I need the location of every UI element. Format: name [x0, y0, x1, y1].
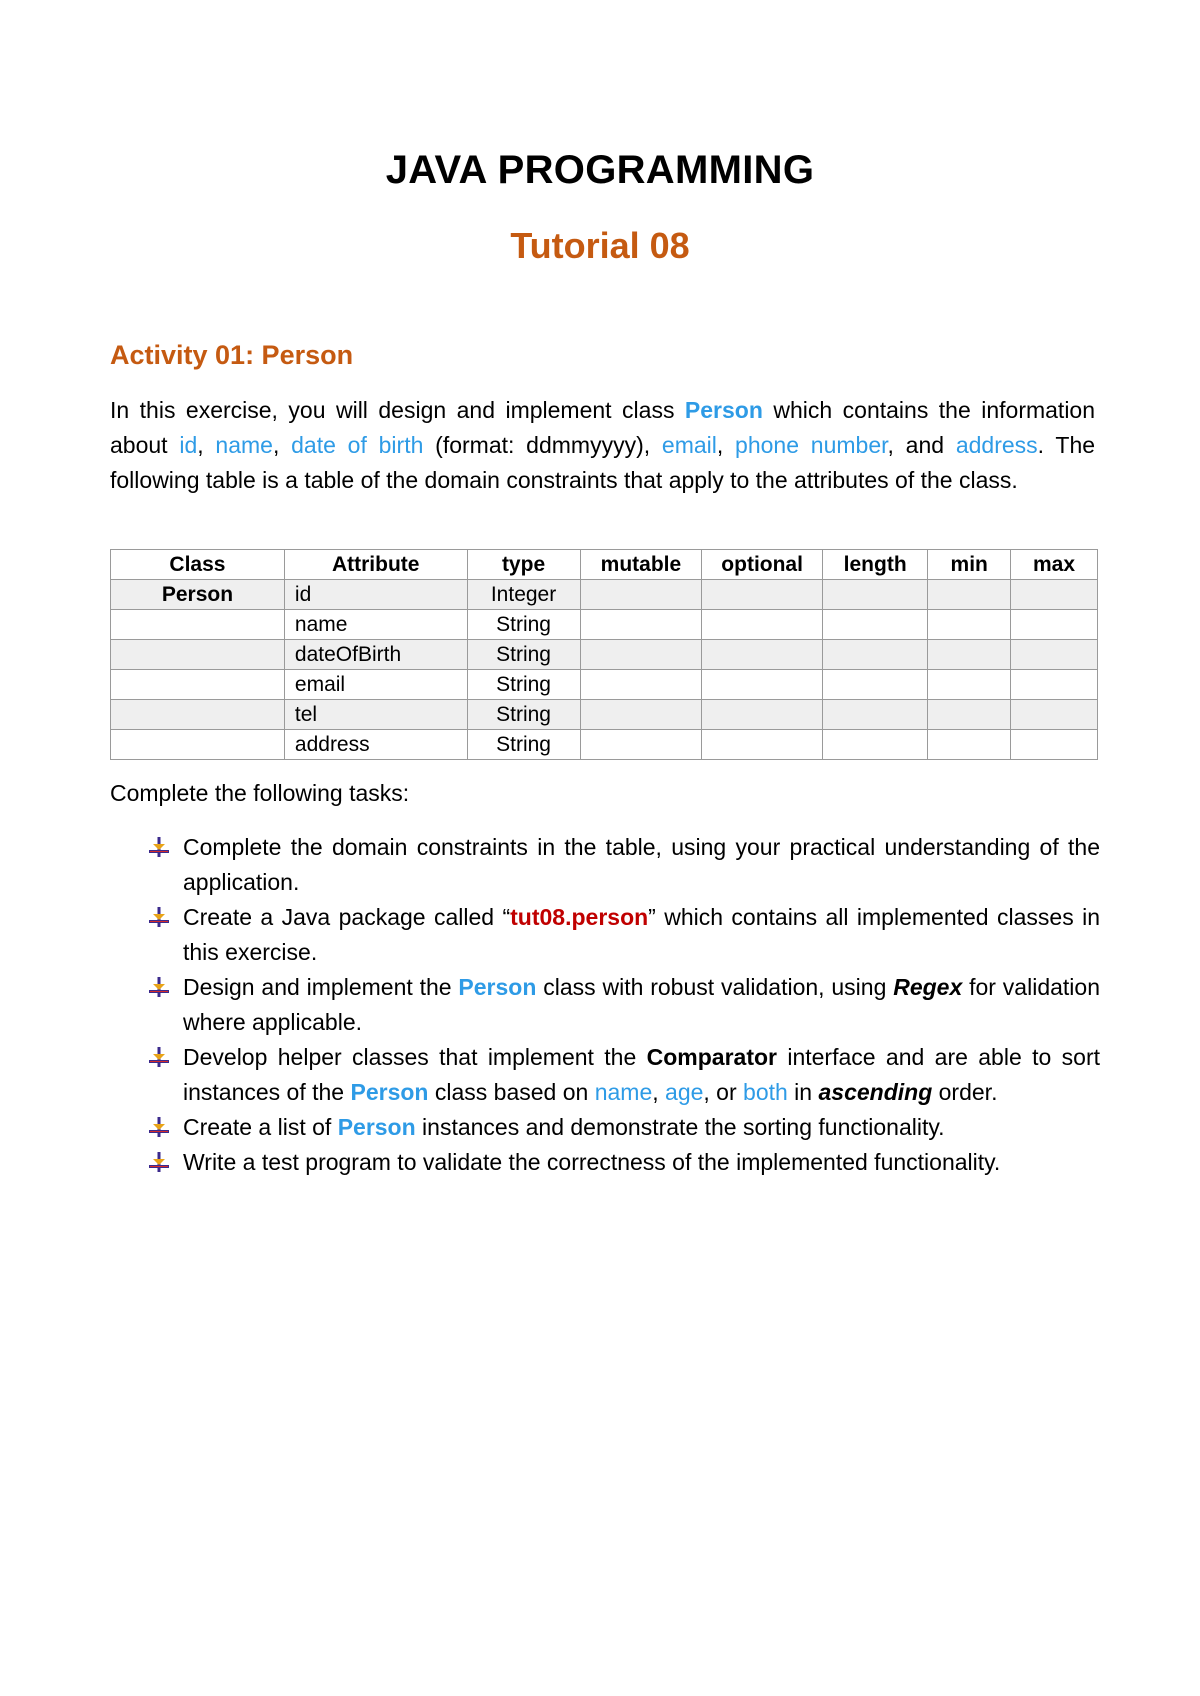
intro-paragraph — [110, 393, 1095, 498]
table-cell — [822, 610, 927, 640]
keyword-ascending: ascending — [818, 1079, 933, 1105]
table-cell — [1011, 700, 1098, 730]
task-text: for validation where applicable. — [183, 974, 1100, 1035]
table-cell: tel — [284, 700, 467, 730]
table-header-row — [111, 550, 1098, 580]
table-cell: Person — [111, 580, 285, 610]
table-cell — [822, 730, 927, 760]
table-cell — [111, 730, 285, 760]
table-cell — [1011, 640, 1098, 670]
task-text: class based on — [428, 1079, 595, 1105]
intro-text: , — [716, 432, 736, 458]
task-text: , — [652, 1079, 666, 1105]
intro-text: . The following table is a table of the domain constraints that apply to the attributes of the class. — [110, 432, 1096, 493]
table-row — [111, 640, 1098, 670]
task-text: instances and demonstrate the sorting functionality. — [415, 1114, 945, 1140]
document-title: JAVA PROGRAMMING — [385, 148, 815, 192]
table-cell — [702, 580, 823, 610]
task-text: Design and implement the — [183, 974, 459, 1000]
list-item — [110, 1110, 1100, 1145]
task-text: Develop helper classes that implement the — [183, 1044, 647, 1070]
table-cell — [580, 580, 702, 610]
column-header: mutable — [580, 550, 702, 580]
arrow-down-plus-icon — [148, 836, 170, 858]
table-cell — [702, 640, 823, 670]
tasks-intro: Complete the following tasks: — [110, 780, 410, 806]
column-header: length — [822, 550, 927, 580]
task-text: Create a list of — [183, 1114, 338, 1140]
task-text: Complete the domain constraints in the table, using your practical understanding of the application. — [183, 834, 1100, 895]
domain-constraints-table — [110, 549, 1098, 760]
keyword-both: both — [743, 1079, 788, 1105]
task-text: interface and are able to sort instances of the — [183, 1044, 1100, 1105]
table-cell — [822, 580, 927, 610]
table-cell: String — [467, 670, 580, 700]
column-header: Class — [111, 550, 285, 580]
package-name: tut08.person — [510, 904, 649, 930]
table-cell — [928, 670, 1011, 700]
arrow-down-plus-icon — [148, 976, 170, 998]
table-cell: String — [467, 640, 580, 670]
keyword-person: Person — [458, 974, 537, 1000]
table-cell — [580, 640, 702, 670]
table-row — [111, 580, 1098, 610]
table-cell — [928, 700, 1011, 730]
table-cell — [111, 700, 285, 730]
table-cell — [111, 640, 285, 670]
keyword-id: id — [179, 432, 198, 458]
table-cell — [702, 730, 823, 760]
table-cell — [580, 730, 702, 760]
task-text: order. — [932, 1079, 998, 1105]
list-item — [110, 900, 1100, 970]
keyword-name: name — [215, 432, 273, 458]
keyword-date-of-birth: date of birth — [291, 432, 424, 458]
table-cell — [1011, 670, 1098, 700]
keyword-age: age — [665, 1079, 704, 1105]
table-cell — [928, 580, 1011, 610]
table-cell — [822, 640, 927, 670]
task-text: Write a test program to validate the correctness of the implemented functionality. — [183, 1149, 1001, 1175]
table-cell — [580, 700, 702, 730]
table-cell — [580, 670, 702, 700]
keyword-email: email — [661, 432, 717, 458]
table-cell — [1011, 610, 1098, 640]
arrow-down-plus-icon — [148, 1116, 170, 1138]
table-cell — [822, 700, 927, 730]
intro-text: which contains the information about — [110, 397, 1096, 458]
keyword-address: address — [955, 432, 1038, 458]
table-cell — [928, 730, 1011, 760]
table-cell: email — [284, 670, 467, 700]
task-text: class with robust validation, using — [536, 974, 894, 1000]
keyword-person: Person — [350, 1079, 429, 1105]
table-cell: dateOfBirth — [284, 640, 467, 670]
column-header: Attribute — [284, 550, 467, 580]
table-cell — [702, 610, 823, 640]
keyword-person: Person — [337, 1114, 416, 1140]
table-row — [111, 730, 1098, 760]
keyword-name: name — [594, 1079, 653, 1105]
table-cell: String — [467, 700, 580, 730]
column-header: min — [928, 550, 1011, 580]
activity-heading: Activity 01: Person — [110, 340, 354, 370]
table-cell — [928, 640, 1011, 670]
table-row — [111, 610, 1098, 640]
keyword-phone-number: phone number — [735, 432, 888, 458]
column-header: type — [467, 550, 580, 580]
list-item — [110, 1040, 1100, 1110]
table-cell: String — [467, 610, 580, 640]
keyword-regex: Regex — [893, 974, 963, 1000]
column-header: max — [1011, 550, 1098, 580]
intro-text: (format: ddmmyyyy), — [423, 432, 662, 458]
intro-text: , and — [887, 432, 956, 458]
table-cell — [822, 670, 927, 700]
task-text: ” which contains all implemented classes in this exercise. — [183, 904, 1100, 965]
table-cell: String — [467, 730, 580, 760]
table-cell — [928, 610, 1011, 640]
keyword-comparator: Comparator — [646, 1044, 777, 1070]
table-row — [111, 700, 1098, 730]
task-text: , or — [703, 1079, 744, 1105]
table-cell — [111, 610, 285, 640]
task-text: Create a Java package called “ — [183, 904, 511, 930]
list-item — [110, 830, 1100, 900]
table-cell — [111, 670, 285, 700]
table-row — [111, 670, 1098, 700]
arrow-down-plus-icon — [148, 906, 170, 928]
arrow-down-plus-icon — [148, 1151, 170, 1173]
table-cell — [580, 610, 702, 640]
task-list — [110, 830, 1100, 1180]
list-item — [110, 970, 1100, 1040]
table-cell: name — [284, 610, 467, 640]
keyword-person: Person — [684, 397, 763, 423]
table-cell — [1011, 580, 1098, 610]
intro-text: , — [272, 432, 292, 458]
table-cell: id — [284, 580, 467, 610]
table-cell — [702, 700, 823, 730]
tutorial-subtitle: Tutorial 08 — [510, 225, 690, 266]
table-cell: Integer — [467, 580, 580, 610]
intro-text: , — [197, 432, 216, 458]
intro-text: In this exercise, you will design and implement class — [110, 397, 685, 423]
table-cell — [1011, 730, 1098, 760]
list-item — [110, 1145, 1100, 1180]
task-text: in — [787, 1079, 819, 1105]
column-header: optional — [702, 550, 823, 580]
table-cell: address — [284, 730, 467, 760]
table-cell — [702, 670, 823, 700]
arrow-down-plus-icon — [148, 1046, 170, 1068]
